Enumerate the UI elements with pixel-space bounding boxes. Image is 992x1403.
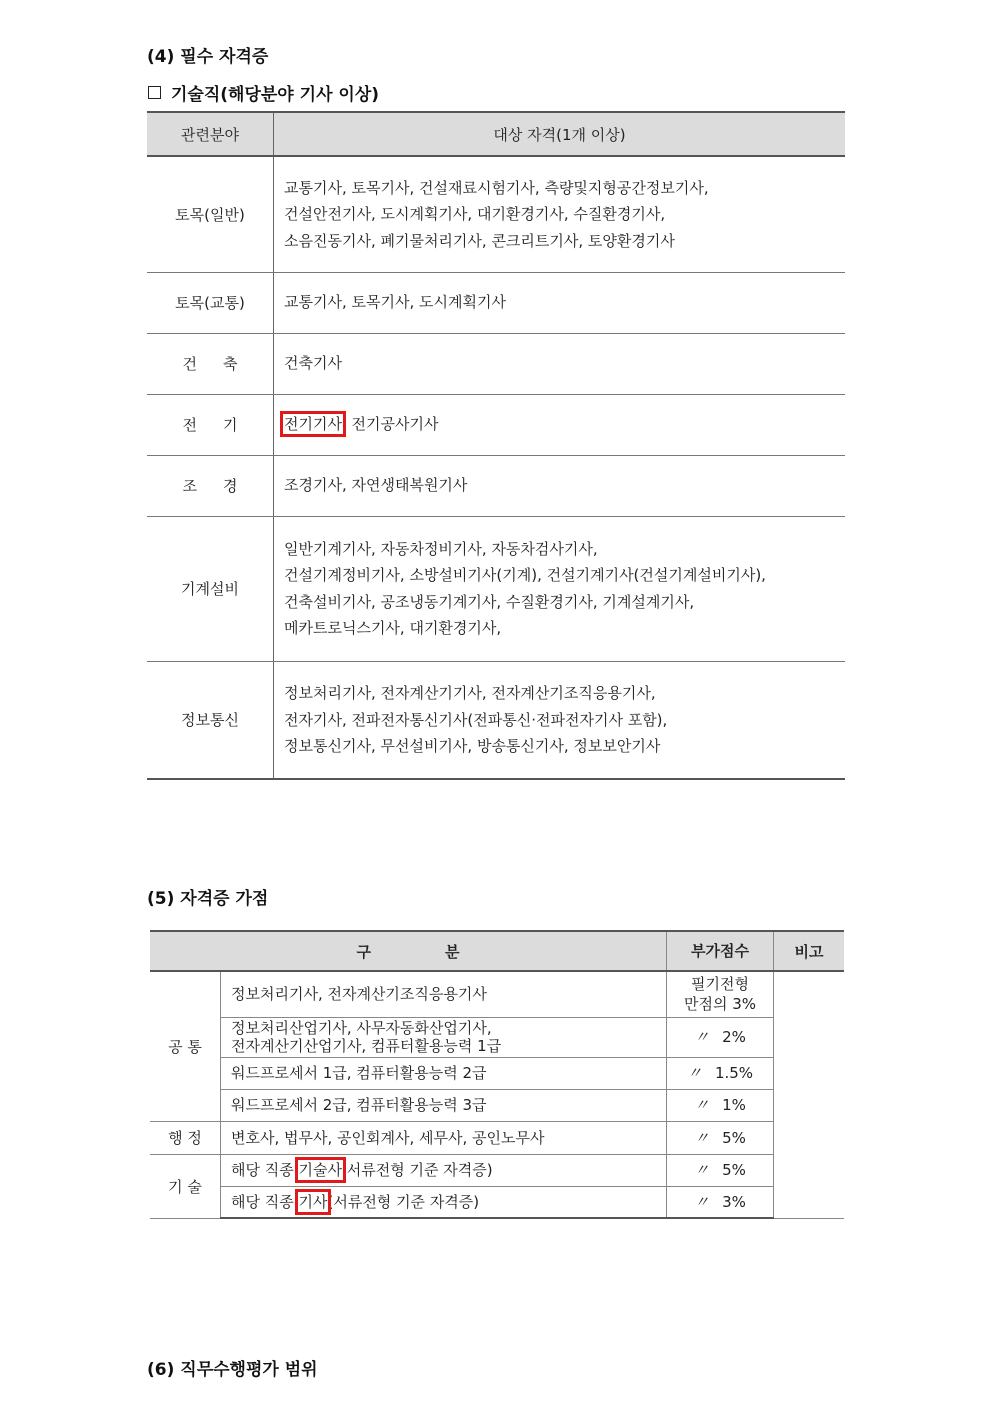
- table-row: [147, 455, 845, 516]
- row-points: [667, 1186, 774, 1218]
- row-field: [147, 455, 274, 516]
- highlighted-certificate: 기사: [298, 1192, 328, 1211]
- row-item: 변호사, 법무사, 공인회계사, 세무사, 공인노무사: [221, 1121, 667, 1154]
- row-item: [221, 1017, 667, 1057]
- item-text: 해당 직종: [231, 1161, 299, 1179]
- row-field: 토목(일반): [147, 156, 274, 272]
- cert-line: 일반기계기사, 자동차정비기사, 자동차검사기사,: [284, 539, 598, 558]
- cert-line: [284, 411, 845, 438]
- field-char: 축: [223, 355, 238, 373]
- row-field: [147, 333, 274, 394]
- row-points: [667, 1121, 774, 1154]
- section-4-subheading: [148, 80, 379, 105]
- row-field: [147, 394, 274, 455]
- group-tech: 기 술: [150, 1154, 221, 1218]
- cert-line: 건축기사: [284, 354, 342, 373]
- table-header-row: [147, 112, 845, 156]
- row-note: [774, 971, 845, 1218]
- row-certificates: [274, 661, 846, 779]
- row-points: [667, 971, 774, 1017]
- points-line: 필기전형: [691, 975, 749, 994]
- cert-line: 건설안전기사, 도시계획기사, 대기환경기사, 수질환경기사,: [284, 205, 666, 223]
- row-field: 정보통신: [147, 661, 274, 779]
- cert-line: 교통기사, 토목기사, 건설재료시험기사, 측량및지형공간정보기사,: [284, 178, 709, 197]
- ditto-mark: 〃: [694, 1028, 710, 1046]
- ditto-mark: 〃: [694, 1096, 710, 1114]
- row-field: 기계설비: [147, 516, 274, 661]
- section-4-heading: (4) 필수 자격증: [147, 47, 269, 67]
- table-row: [147, 394, 845, 455]
- header-char: 구: [356, 942, 371, 961]
- checkbox-square-icon: [148, 86, 161, 99]
- row-item: 워드프로세서 2급, 컴퓨터활용능력 3급: [221, 1089, 667, 1121]
- ditto-mark: 〃: [694, 1128, 710, 1147]
- points-value: 5%: [722, 1128, 746, 1147]
- row-certificates: [274, 333, 846, 394]
- table-row: [150, 1089, 844, 1121]
- table-row: [147, 272, 845, 333]
- item-line: 전자계산기산업기사, 컴퓨터활용능력 1급: [231, 1037, 502, 1055]
- cert-line: 정보통신기사, 무선설비기사, 방송통신기사, 정보보안기사: [284, 737, 661, 755]
- ditto-mark: 〃: [694, 1161, 710, 1179]
- row-points: [667, 1089, 774, 1121]
- required-certificates-table: [147, 111, 845, 780]
- cert-line: 조경기사, 자연생태복원기사: [284, 476, 468, 495]
- row-certificates: [274, 272, 846, 333]
- item-text: (서류전형 기준 자격증): [327, 1192, 480, 1211]
- header-certificates: 대상 자격(1개 이상): [274, 112, 846, 156]
- points-value: 5%: [722, 1161, 746, 1179]
- table-row: [150, 1121, 844, 1154]
- section-6-heading: (6) 직무수행평가 범위: [147, 1360, 318, 1380]
- header-note: 비고: [774, 931, 845, 971]
- group-admin: 행 정: [150, 1121, 221, 1154]
- row-points: [667, 1154, 774, 1186]
- cert-line: 메카트로닉스기사, 대기환경기사,: [284, 619, 502, 637]
- item-text: 서류전형 기준 자격증): [341, 1161, 493, 1179]
- section-5-heading: (5) 자격증 가점: [147, 889, 269, 909]
- subheading-text: 기술직(해당분야 기사 이상): [171, 85, 380, 105]
- table-row: [150, 1057, 844, 1089]
- row-certificates: [274, 455, 846, 516]
- row-certificates: [274, 516, 846, 661]
- points-value: 2%: [722, 1028, 746, 1046]
- cert-line: 교통기사, 토목기사, 도시계획기사: [284, 293, 506, 312]
- table-row: [147, 661, 845, 779]
- field-char: 건: [182, 355, 197, 373]
- item-line: 정보처리산업기사, 사무자동화산업기사,: [231, 1019, 492, 1037]
- row-points: [667, 1017, 774, 1057]
- table-row: [150, 1186, 844, 1218]
- field-char: 기: [223, 416, 238, 434]
- header-field: 관련분야: [147, 112, 274, 156]
- table-header-row: [150, 931, 844, 971]
- header-char: 분: [445, 942, 460, 961]
- cert-rest: , 전기공사기사: [341, 415, 439, 434]
- table-row: [150, 1154, 844, 1186]
- row-points: [667, 1057, 774, 1089]
- row-item: 정보처리기사, 전자계산기조직응용기사: [221, 971, 667, 1017]
- cert-line: 정보처리기사, 전자계산기기사, 전자계산기조직응용기사,: [284, 684, 656, 702]
- table-row: [147, 516, 845, 661]
- cert-line: 건설기계정비기사, 소방설비기사(기계), 건설기계기사(건설기계설비기사),: [284, 566, 766, 584]
- highlighted-certificate: 전기기사: [284, 415, 342, 434]
- table-row: [147, 333, 845, 394]
- field-char: 조: [182, 477, 197, 495]
- ditto-mark: 〃: [686, 1064, 702, 1082]
- table-row: [147, 156, 845, 272]
- header-points: 부가점수: [667, 931, 774, 971]
- cert-line: 건축설비기사, 공조냉동기계기사, 수질환경기사, 기계설계기사,: [284, 592, 695, 611]
- row-certificates: [274, 156, 846, 272]
- cert-line: 소음진동기사, 폐기물처리기사, 콘크리트기사, 토양환경기사: [284, 231, 675, 250]
- row-field: 토목(교통): [147, 272, 274, 333]
- group-common: 공 통: [150, 971, 221, 1121]
- table-row: [150, 971, 844, 1017]
- table-row: [150, 1017, 844, 1057]
- highlighted-certificate: 기술사: [298, 1161, 342, 1179]
- points-value: 1%: [722, 1096, 746, 1114]
- points-value: 1.5%: [714, 1064, 754, 1082]
- row-item: 워드프로세서 1급, 컴퓨터활용능력 2급: [221, 1057, 667, 1089]
- points-value: 3%: [722, 1192, 746, 1211]
- points-line: 만점의 3%: [683, 995, 757, 1014]
- field-char: 전: [182, 416, 197, 434]
- bonus-points-table: [150, 930, 844, 1219]
- row-certificates: [274, 394, 846, 455]
- row-item: [221, 1154, 667, 1186]
- item-text: 해당 직종: [231, 1192, 299, 1211]
- header-division: [150, 931, 667, 971]
- row-item: [221, 1186, 667, 1218]
- cert-line: 전자기사, 전파전자통신기사(전파통신·전파전자기사 포함),: [284, 710, 668, 729]
- ditto-mark: 〃: [694, 1192, 710, 1211]
- field-char: 경: [223, 477, 238, 495]
